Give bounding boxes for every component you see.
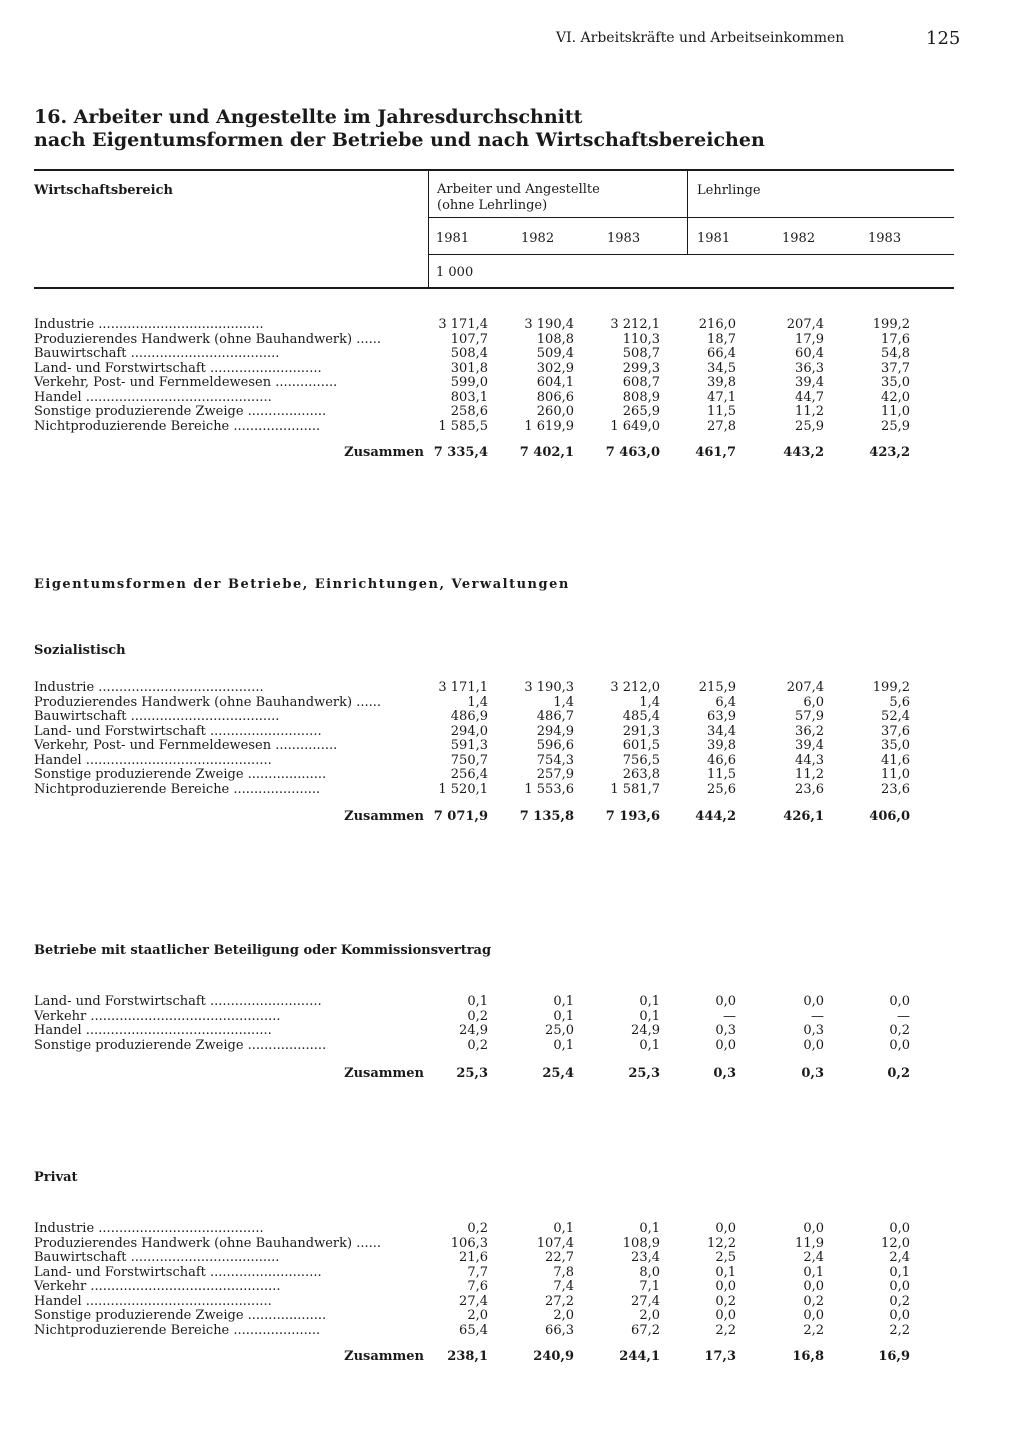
section-heading-staatliche-beteiligung: Betriebe mit staatlicher Beteiligung oder Kommissionsvertrag: [34, 943, 492, 958]
section-heading-sozialistisch: Sozialistisch: [34, 643, 126, 658]
table-row: [34, 405, 914, 419]
cell-value: 599,0: [450, 375, 488, 390]
cell-value: 21,6: [459, 1250, 488, 1265]
cell-value: 6,0: [803, 695, 824, 710]
running-header: VI. Arbeitskräfte und Arbeitseinkommen: [556, 30, 845, 46]
table-row: [34, 1280, 914, 1294]
cell-value: 216,0: [698, 317, 736, 332]
table-row: [34, 725, 914, 739]
table-title-line1: 16. Arbeiter und Angestellte im Jahresdurchschnitt: [34, 106, 583, 128]
cell-value: 37,7: [881, 361, 910, 376]
row-label: Land- und Forstwirtschaft ...........................: [34, 725, 322, 739]
table-row: [34, 376, 914, 390]
cell-value: 294,0: [450, 724, 488, 739]
cell-value: 0,0: [715, 1221, 736, 1236]
cell-value: 591,3: [450, 738, 488, 753]
cell-value: 7 071,9: [433, 809, 488, 824]
table-row: [34, 333, 914, 347]
cell-value: 1 619,9: [524, 419, 574, 434]
cell-value: 11,5: [707, 404, 736, 419]
cell-value: 260,0: [536, 404, 574, 419]
table-row: [34, 995, 914, 1009]
total-label: Zusammen: [344, 810, 424, 824]
row-label: Produzierendes Handwerk (ohne Bauhandwerk) ......: [34, 333, 381, 347]
cell-value: 257,9: [536, 767, 574, 782]
table-top-rule: [34, 169, 954, 171]
page-number: 125: [926, 28, 961, 49]
header-years-rule: [428, 217, 954, 218]
year-header: 1981: [436, 231, 470, 246]
table-row: [34, 1266, 914, 1280]
cell-value: 756,5: [622, 753, 660, 768]
cell-value: 294,9: [536, 724, 574, 739]
row-label: Bauwirtschaft ....................................: [34, 710, 280, 724]
cell-value: 11,5: [707, 767, 736, 782]
row-label: Verkehr, Post- und Fernmeldewesen ...............: [34, 376, 338, 390]
cell-value: 199,2: [872, 680, 910, 695]
cell-value: 301,8: [450, 361, 488, 376]
cell-value: 0,0: [803, 1038, 824, 1053]
total-label: Zusammen: [344, 1350, 424, 1364]
row-label: Verkehr ..............................................: [34, 1280, 281, 1294]
cell-value: 36,3: [795, 361, 824, 376]
cell-value: 302,9: [536, 361, 574, 376]
cell-value: 1,4: [639, 695, 660, 710]
year-header: 1982: [521, 231, 555, 246]
cell-value: 207,4: [786, 317, 824, 332]
cell-value: 2,2: [715, 1323, 736, 1338]
cell-value: 299,3: [622, 361, 660, 376]
table-title-line2: nach Eigentumsformen der Betriebe und nach Wirtschaftsbereichen: [34, 129, 765, 151]
table-row: [34, 768, 914, 782]
cell-value: 406,0: [869, 809, 910, 824]
cell-value: 12,2: [707, 1236, 736, 1251]
cell-value: 7 463,0: [605, 445, 660, 460]
row-label: Sonstige produzierende Zweige ...................: [34, 768, 327, 782]
cell-value: 18,7: [707, 332, 736, 347]
cell-value: 3 212,0: [610, 680, 660, 695]
cell-value: 7,1: [639, 1279, 660, 1294]
row-label: Sonstige produzierende Zweige ...................: [34, 1309, 327, 1323]
cell-value: 508,4: [450, 346, 488, 361]
cell-value: 0,2: [887, 1066, 910, 1081]
cell-value: 2,4: [803, 1250, 824, 1265]
row-label: Nichtproduzierende Bereiche .....................: [34, 783, 321, 797]
cell-value: —: [811, 1009, 824, 1024]
cell-value: 7 402,1: [519, 445, 574, 460]
total-row: [34, 446, 914, 460]
cell-value: 27,4: [459, 1294, 488, 1309]
cell-value: 0,3: [801, 1066, 824, 1081]
cell-value: 240,9: [533, 1349, 574, 1364]
row-label: Handel .............................................: [34, 1024, 272, 1038]
cell-value: —: [723, 1009, 736, 1024]
row-label: Verkehr ..............................................: [34, 1010, 281, 1024]
cell-value: 207,4: [786, 680, 824, 695]
cell-value: 11,2: [795, 767, 824, 782]
table-row: [34, 1237, 914, 1251]
cell-value: 66,4: [707, 346, 736, 361]
cell-value: 0,1: [639, 1038, 660, 1053]
cell-value: 7,6: [467, 1279, 488, 1294]
cell-value: 0,2: [467, 1221, 488, 1236]
cell-value: 0,0: [889, 994, 910, 1009]
cell-value: 25,4: [542, 1066, 574, 1081]
cell-value: 7,7: [467, 1265, 488, 1280]
cell-value: 60,4: [795, 346, 824, 361]
cell-value: 7 135,8: [519, 809, 574, 824]
cell-value: 39,8: [707, 375, 736, 390]
cell-value: 27,8: [707, 419, 736, 434]
cell-value: 0,0: [803, 994, 824, 1009]
cell-value: 2,0: [639, 1308, 660, 1323]
cell-value: 17,3: [704, 1349, 736, 1364]
table-row: [34, 1251, 914, 1265]
cell-value: 52,4: [881, 709, 910, 724]
cell-value: 0,1: [715, 1265, 736, 1280]
table-header-bottom-rule: [34, 287, 954, 289]
cell-value: 0,3: [803, 1023, 824, 1038]
cell-value: 0,0: [803, 1308, 824, 1323]
cell-value: 0,1: [639, 994, 660, 1009]
row-label: Land- und Forstwirtschaft ...........................: [34, 1266, 322, 1280]
cell-value: 2,5: [715, 1250, 736, 1265]
cell-value: 17,6: [881, 332, 910, 347]
cell-value: 244,1: [619, 1349, 660, 1364]
cell-value: 5,6: [889, 695, 910, 710]
group-header-arbeiter: Arbeiter und Angestellte: [437, 182, 600, 197]
cell-value: 35,0: [881, 375, 910, 390]
cell-value: 44,3: [795, 753, 824, 768]
cell-value: 754,3: [536, 753, 574, 768]
cell-value: 27,2: [545, 1294, 574, 1309]
cell-value: 1 585,5: [438, 419, 488, 434]
cell-value: 16,8: [792, 1349, 824, 1364]
cell-value: 1 581,7: [610, 782, 660, 797]
cell-value: 2,4: [889, 1250, 910, 1265]
cell-value: 11,0: [881, 404, 910, 419]
cell-value: 25,9: [881, 419, 910, 434]
row-label: Verkehr, Post- und Fernmeldewesen ...............: [34, 739, 338, 753]
cell-value: 0,0: [715, 1279, 736, 1294]
table-row: [34, 1324, 914, 1338]
cell-value: 486,7: [536, 709, 574, 724]
cell-value: 23,4: [631, 1250, 660, 1265]
cell-value: 2,0: [553, 1308, 574, 1323]
cell-value: 508,7: [622, 346, 660, 361]
row-label: Handel .............................................: [34, 754, 272, 768]
cell-value: 7,4: [553, 1279, 574, 1294]
group-header-lehrlinge: Lehrlinge: [697, 183, 761, 198]
cell-value: 7 193,6: [605, 809, 660, 824]
cell-value: 2,2: [889, 1323, 910, 1338]
year-header: 1982: [782, 231, 816, 246]
cell-value: 106,3: [450, 1236, 488, 1251]
row-label: Handel .............................................: [34, 391, 272, 405]
year-header: 1983: [607, 231, 641, 246]
cell-value: 46,6: [707, 753, 736, 768]
cell-value: 1 649,0: [610, 419, 660, 434]
cell-value: 604,1: [536, 375, 574, 390]
cell-value: 0,2: [889, 1023, 910, 1038]
table-row: [34, 739, 914, 753]
table-row: [34, 681, 914, 695]
cell-value: 25,0: [545, 1023, 574, 1038]
cell-value: 0,1: [553, 1038, 574, 1053]
cell-value: 3 171,1: [438, 680, 488, 695]
cell-value: 16,9: [878, 1349, 910, 1364]
cell-value: 1 553,6: [524, 782, 574, 797]
cell-value: 11,0: [881, 767, 910, 782]
cell-value: 0,3: [715, 1023, 736, 1038]
cell-value: 808,9: [622, 390, 660, 405]
cell-value: 0,1: [889, 1265, 910, 1280]
table-row: [34, 783, 914, 797]
table-row: [34, 1010, 914, 1024]
cell-value: 25,9: [795, 419, 824, 434]
cell-value: 65,4: [459, 1323, 488, 1338]
cell-value: 23,6: [795, 782, 824, 797]
cell-value: 0,2: [715, 1294, 736, 1309]
cell-value: 263,8: [622, 767, 660, 782]
cell-value: 0,1: [553, 1009, 574, 1024]
cell-value: 0,1: [639, 1009, 660, 1024]
cell-value: 35,0: [881, 738, 910, 753]
cell-value: 0,0: [889, 1279, 910, 1294]
cell-value: 0,2: [803, 1294, 824, 1309]
cell-value: 39,8: [707, 738, 736, 753]
row-label: Industrie ........................................: [34, 1222, 264, 1236]
cell-value: 8,0: [639, 1265, 660, 1280]
cell-value: 57,9: [795, 709, 824, 724]
cell-value: 0,0: [889, 1221, 910, 1236]
cell-value: 25,3: [456, 1066, 488, 1081]
cell-value: 3 212,1: [610, 317, 660, 332]
cell-value: 107,7: [450, 332, 488, 347]
cell-value: 27,4: [631, 1294, 660, 1309]
cell-value: 17,9: [795, 332, 824, 347]
cell-value: 3 190,4: [524, 317, 574, 332]
cell-value: 0,0: [715, 1308, 736, 1323]
cell-value: 39,4: [795, 375, 824, 390]
cell-value: 608,7: [622, 375, 660, 390]
cell-value: 0,0: [889, 1038, 910, 1053]
cell-value: 24,9: [631, 1023, 660, 1038]
table-row: [34, 1309, 914, 1323]
cell-value: 485,4: [622, 709, 660, 724]
cell-value: 67,2: [631, 1323, 660, 1338]
cell-value: 54,8: [881, 346, 910, 361]
cell-value: 107,4: [536, 1236, 574, 1251]
cell-value: 7 335,4: [433, 445, 488, 460]
cell-value: 6,4: [715, 695, 736, 710]
row-label: Land- und Forstwirtschaft ...........................: [34, 362, 322, 376]
table-row: [34, 420, 914, 434]
cell-value: 0,2: [889, 1294, 910, 1309]
cell-value: 44,7: [795, 390, 824, 405]
group-header-ohne-lehrlinge: (ohne Lehrlinge): [437, 198, 548, 213]
cell-value: 37,6: [881, 724, 910, 739]
total-row: [34, 1350, 914, 1364]
row-label: Nichtproduzierende Bereiche .....................: [34, 420, 321, 434]
cell-value: 108,9: [622, 1236, 660, 1251]
cell-value: 803,1: [450, 390, 488, 405]
cell-value: 443,2: [783, 445, 824, 460]
total-row: [34, 810, 914, 824]
cell-value: 47,1: [707, 390, 736, 405]
cell-value: 11,2: [795, 404, 824, 419]
row-label: Industrie ........................................: [34, 681, 264, 695]
cell-value: 66,3: [545, 1323, 574, 1338]
header-divider-left: [428, 170, 429, 288]
row-label: Handel .............................................: [34, 1295, 272, 1309]
cell-value: 426,1: [783, 809, 824, 824]
cell-value: 0,0: [889, 1308, 910, 1323]
year-header: 1983: [868, 231, 902, 246]
table-row: [34, 391, 914, 405]
cell-value: 63,9: [707, 709, 736, 724]
cell-value: 509,4: [536, 346, 574, 361]
header-divider-mid: [687, 170, 688, 255]
cell-value: 258,6: [450, 404, 488, 419]
cell-value: 265,9: [622, 404, 660, 419]
table-row: [34, 1024, 914, 1038]
cell-value: 0,2: [467, 1038, 488, 1053]
cell-value: 3 190,3: [524, 680, 574, 695]
total-label: Zusammen: [344, 1067, 424, 1081]
cell-value: —: [897, 1009, 910, 1024]
cell-value: 23,6: [881, 782, 910, 797]
cell-value: 0,1: [553, 994, 574, 1009]
cell-value: 238,1: [447, 1349, 488, 1364]
row-label: Produzierendes Handwerk (ohne Bauhandwerk) ......: [34, 1237, 381, 1251]
cell-value: 12,0: [881, 1236, 910, 1251]
cell-value: 1,4: [467, 695, 488, 710]
row-label: Bauwirtschaft ....................................: [34, 347, 280, 361]
cell-value: 25,3: [628, 1066, 660, 1081]
table-row: [34, 1222, 914, 1236]
table-row: [34, 696, 914, 710]
table-row: [34, 362, 914, 376]
cell-value: 199,2: [872, 317, 910, 332]
cell-value: 22,7: [545, 1250, 574, 1265]
cell-value: 0,0: [803, 1221, 824, 1236]
cell-value: 1,4: [553, 695, 574, 710]
cell-value: 39,4: [795, 738, 824, 753]
table-row: [34, 1295, 914, 1309]
table-row: [34, 754, 914, 768]
cell-value: 806,6: [536, 390, 574, 405]
cell-value: 0,0: [715, 1038, 736, 1053]
cell-value: 34,5: [707, 361, 736, 376]
cell-value: 3 171,4: [438, 317, 488, 332]
ownership-forms-heading: Eigentumsformen der Betriebe, Einrichtungen, Verwaltungen: [34, 577, 570, 592]
cell-value: 1 520,1: [438, 782, 488, 797]
row-label: Land- und Forstwirtschaft ...........................: [34, 995, 322, 1009]
cell-value: 750,7: [450, 753, 488, 768]
cell-value: 24,9: [459, 1023, 488, 1038]
section-heading-privat: Privat: [34, 1170, 78, 1185]
cell-value: 0,1: [467, 994, 488, 1009]
cell-value: 0,1: [803, 1265, 824, 1280]
cell-value: 596,6: [536, 738, 574, 753]
cell-value: 461,7: [695, 445, 736, 460]
table-row: [34, 347, 914, 361]
cell-value: 0,2: [467, 1009, 488, 1024]
row-label: Sonstige produzierende Zweige ...................: [34, 405, 327, 419]
cell-value: 110,3: [622, 332, 660, 347]
cell-value: 25,6: [707, 782, 736, 797]
cell-value: 423,2: [869, 445, 910, 460]
row-label: Nichtproduzierende Bereiche .....................: [34, 1324, 321, 1338]
cell-value: 108,8: [536, 332, 574, 347]
table-row: [34, 318, 914, 332]
cell-value: 444,2: [695, 809, 736, 824]
column-header-wirtschaftsbereich: Wirtschaftsbereich: [34, 183, 173, 198]
cell-value: 34,4: [707, 724, 736, 739]
row-label: Bauwirtschaft ....................................: [34, 1251, 280, 1265]
cell-value: 7,8: [553, 1265, 574, 1280]
cell-value: 0,0: [715, 994, 736, 1009]
cell-value: 291,3: [622, 724, 660, 739]
cell-value: 36,2: [795, 724, 824, 739]
year-header: 1981: [697, 231, 731, 246]
cell-value: 601,5: [622, 738, 660, 753]
cell-value: 486,9: [450, 709, 488, 724]
cell-value: 215,9: [698, 680, 736, 695]
cell-value: 42,0: [881, 390, 910, 405]
row-label: Industrie ........................................: [34, 318, 264, 332]
table-row: [34, 1039, 914, 1053]
cell-value: 256,4: [450, 767, 488, 782]
table-row: [34, 710, 914, 724]
row-label: Sonstige produzierende Zweige ...................: [34, 1039, 327, 1053]
cell-value: 41,6: [881, 753, 910, 768]
cell-value: 0,1: [639, 1221, 660, 1236]
cell-value: 0,1: [553, 1221, 574, 1236]
unit-label: 1 000: [436, 265, 474, 280]
cell-value: 11,9: [795, 1236, 824, 1251]
cell-value: 0,3: [713, 1066, 736, 1081]
row-label: Produzierendes Handwerk (ohne Bauhandwerk) ......: [34, 696, 381, 710]
cell-value: 2,2: [803, 1323, 824, 1338]
cell-value: 0,0: [803, 1279, 824, 1294]
header-unit-rule: [428, 254, 954, 255]
total-row: [34, 1067, 914, 1081]
cell-value: 2,0: [467, 1308, 488, 1323]
total-label: Zusammen: [344, 446, 424, 460]
